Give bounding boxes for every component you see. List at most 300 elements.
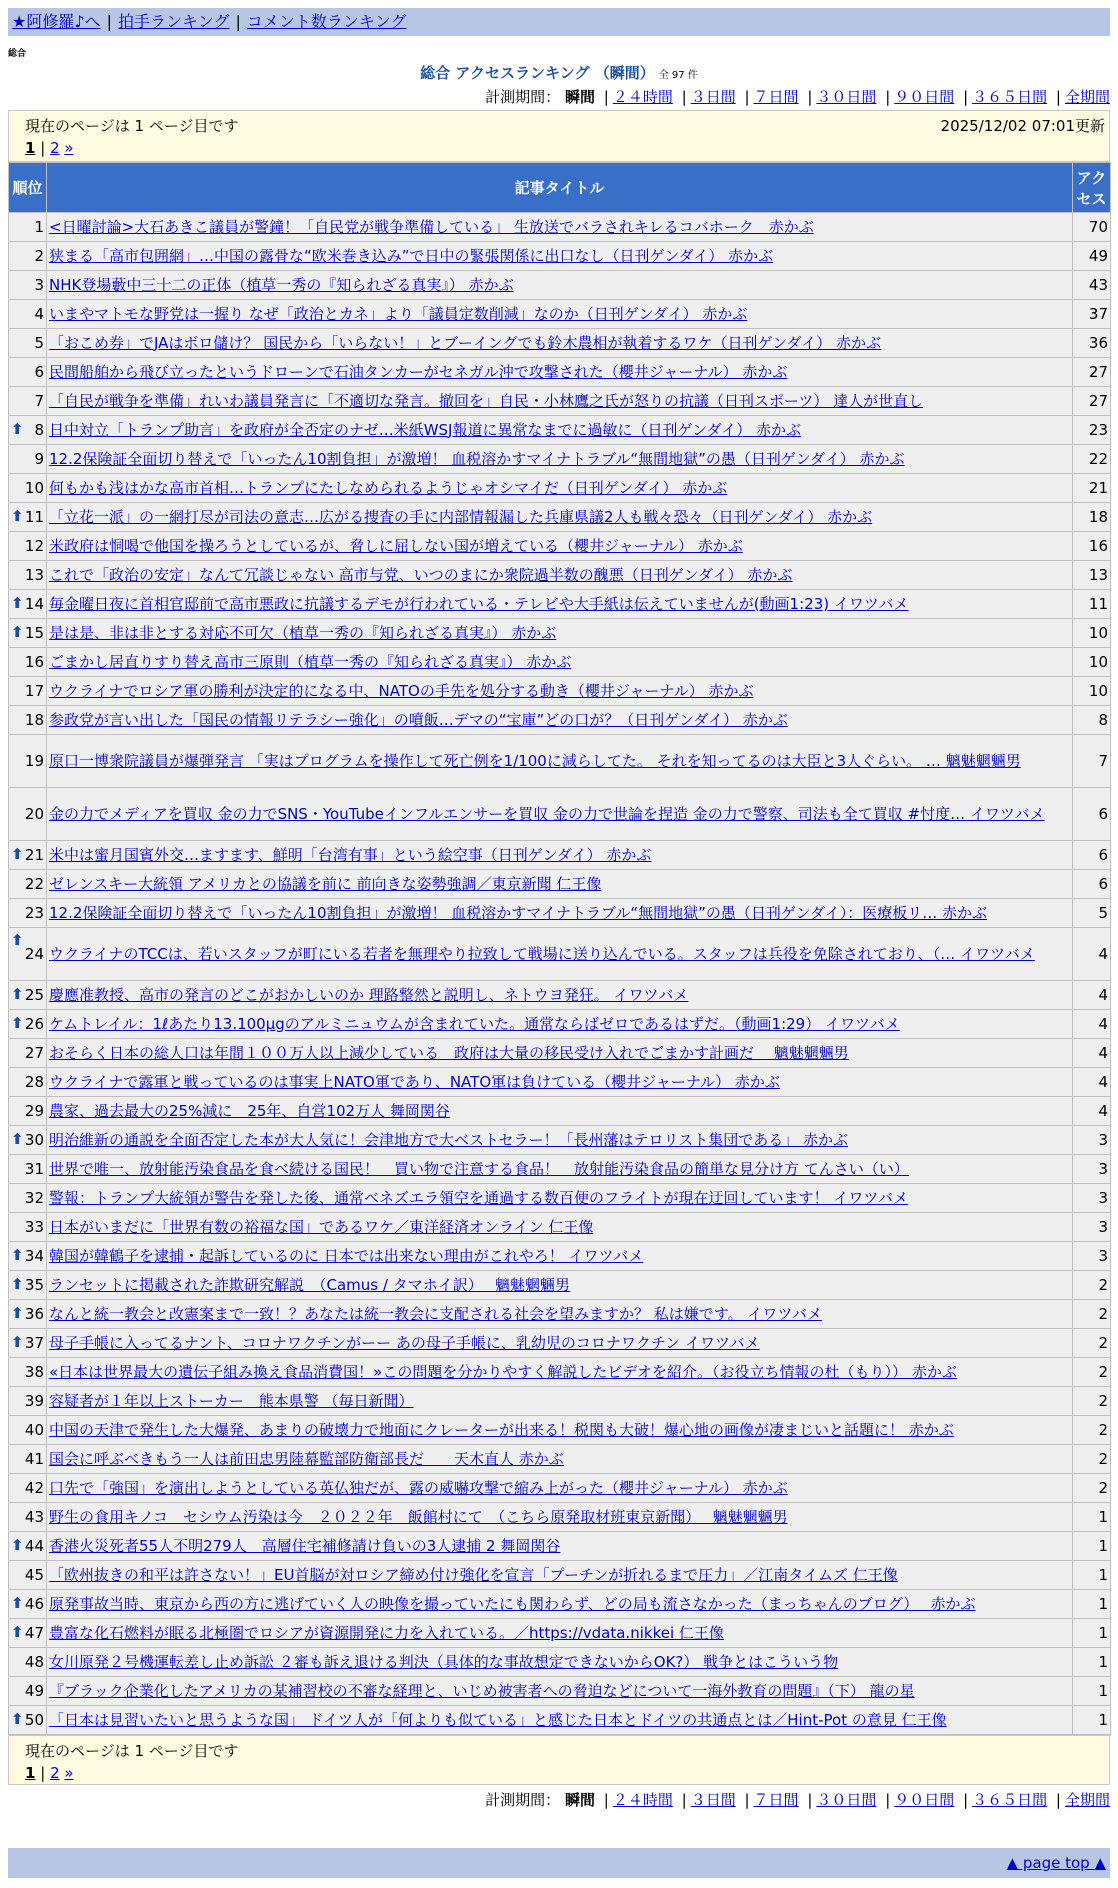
footer-bar	[8, 1848, 1110, 1878]
access-count: 1	[1073, 1590, 1111, 1619]
header-rank: 順位	[9, 163, 47, 213]
access-count: 13	[1073, 561, 1111, 590]
rank-number: 38	[24, 1362, 44, 1381]
rank-cell	[9, 358, 47, 387]
title-text: 総合 アクセスランキング （瞬間）	[420, 64, 655, 82]
article-link[interactable]: 原口一博衆院議員が爆弾発言 「実はプログラムを操作して死亡例を1/100に減らしてた。 それを知ってるのは大臣と3人ぐらい。 … 魑魅魍魎男	[49, 751, 1021, 770]
rank-number: 6	[34, 362, 44, 381]
article-link[interactable]: 野生の食用キノコ セシウム汚染は今 ２０２２年 飯館村にて （こちら原発取材班東京新聞） 魑魅魍魎男	[49, 1507, 788, 1526]
rank-up-arrow-icon: ⬆	[11, 1594, 24, 1612]
rank-cell	[9, 1590, 47, 1619]
next-page-link[interactable]: »	[64, 139, 74, 157]
article-link[interactable]: これで「政治の安定」なんて冗談じゃない 高市与党、いつのまにか衆院過半数の醜悪（日刊ゲンダイ） 赤かぶ	[49, 565, 793, 584]
title-cell	[47, 1097, 1073, 1126]
period-365d-bottom[interactable]: ３６５日間	[972, 1791, 1048, 1809]
access-count: 36	[1073, 329, 1111, 358]
rank-cell	[9, 1619, 47, 1648]
period-all[interactable]: 全期間	[1064, 88, 1110, 106]
article-link[interactable]: 「おこめ券」でJAはボロ儲け？ 国民から「いらない！」とブーイングでも鈴木農相が執着するワケ（日刊ゲンダイ） 赤かぶ	[49, 333, 882, 352]
rank-number: 22	[24, 874, 44, 893]
article-link[interactable]: 女川原発２号機運転差し止め訴訟 ２審も訴え退ける判決（具体的な事故想定できないからOK?） 戦争とはこういう物	[49, 1652, 839, 1671]
page-status-bottom: 現在のページは 1 ページ目です	[25, 1742, 239, 1760]
rank-cell	[9, 928, 47, 981]
period-365d[interactable]: ３６５日間	[972, 88, 1048, 106]
table-row	[9, 300, 1111, 329]
access-count: 70	[1073, 213, 1111, 242]
table-row	[9, 213, 1111, 242]
table-row	[9, 1213, 1111, 1242]
title-cell	[47, 1706, 1073, 1735]
article-link[interactable]: 何もかも浅はかな高市首相…トランプにたしなめられるようじゃオシマイだ（日刊ゲンダイ） 赤かぶ	[49, 478, 728, 497]
next-page-link-bottom[interactable]: »	[64, 1764, 74, 1782]
access-count: 27	[1073, 387, 1111, 416]
access-count: 4	[1073, 1097, 1111, 1126]
access-count: 1	[1073, 1532, 1111, 1561]
rank-cell	[9, 1358, 47, 1387]
rank-number: 33	[24, 1217, 44, 1236]
article-link[interactable]: 「自民が戦争を準備」れいわ議員発言に「不適切な発言。撤回を」自民・小林鷹之氏が怒りの抗議（日刊スポーツ） 達人が世直し	[49, 391, 924, 410]
table-row	[9, 590, 1111, 619]
rank-cell	[9, 1474, 47, 1503]
rank-number: 20	[24, 804, 44, 823]
table-row	[9, 1561, 1111, 1590]
article-link[interactable]: 米中は蜜月国賓外交…ますます、鮮明「台湾有事」という絵空事（日刊ゲンダイ） 赤かぶ	[49, 845, 652, 864]
rank-cell	[9, 590, 47, 619]
table-row	[9, 271, 1111, 300]
title-cell	[47, 1503, 1073, 1532]
access-count: 1	[1073, 1677, 1111, 1706]
rank-cell	[9, 735, 47, 788]
rank-number: 37	[24, 1333, 44, 1352]
access-count: 1	[1073, 1619, 1111, 1648]
rank-cell	[9, 1561, 47, 1590]
rank-cell	[9, 1126, 47, 1155]
rank-number: 26	[24, 1014, 44, 1033]
title-cell	[47, 590, 1073, 619]
category-label: 総合	[8, 49, 27, 59]
table-row	[9, 1474, 1111, 1503]
access-count: 3	[1073, 1242, 1111, 1271]
rank-number: 39	[24, 1391, 44, 1410]
title-cell	[47, 242, 1073, 271]
article-link[interactable]: 容疑者が１年以上ストーカー 熊本県警 （毎日新聞）	[49, 1391, 414, 1410]
table-row	[9, 1648, 1111, 1677]
rank-cell	[9, 1039, 47, 1068]
table-row	[9, 928, 1111, 981]
rank-up-arrow-icon: ⬆	[11, 594, 24, 612]
table-row	[9, 445, 1111, 474]
access-count: 4	[1073, 1068, 1111, 1097]
title-cell	[47, 1474, 1073, 1503]
rank-cell	[9, 1532, 47, 1561]
article-link[interactable]: なんと統一教会と改憲案まで一致！？あなたは統一教会に支配される社会を望みますか？ 私は嫌です。 イワツバメ	[49, 1304, 823, 1323]
table-row	[9, 1068, 1111, 1097]
article-link[interactable]: 香港火災死者55人不明279人 高層住宅補修請け負いの3人逮捕 2 舞岡関谷	[49, 1536, 561, 1555]
rank-cell	[9, 619, 47, 648]
article-link[interactable]: 米政府は恫喝で他国を操ろうとしているが、脅しに屈しない国が増えている（櫻井ジャーナル） 赤かぶ	[49, 536, 743, 555]
table-row	[9, 387, 1111, 416]
article-link[interactable]: 民間船舶から飛び立ったというドローンで石油タンカーがセネガル沖で攻撃された（櫻井ジャーナル） 赤かぶ	[49, 362, 788, 381]
page-2-link-bottom[interactable]: 2	[50, 1764, 60, 1782]
title-cell	[47, 445, 1073, 474]
title-cell	[47, 706, 1073, 735]
period-90d[interactable]: ９０日間	[894, 88, 955, 106]
article-link[interactable]: ゼレンスキー大統領 アメリカとの協議を前に 前向きな姿勢強調／東京新聞 仁王像	[49, 874, 602, 893]
title-cell	[47, 1155, 1073, 1184]
title-cell	[47, 981, 1073, 1010]
home-link[interactable]: ★阿修羅♪へ	[12, 12, 101, 31]
rank-up-arrow-icon: ⬆	[11, 1246, 24, 1264]
rank-cell	[9, 1184, 47, 1213]
rank-up-arrow-icon: ⬆	[11, 931, 24, 949]
article-link[interactable]: いまやマトモな野党は一握り なぜ「政治とカネ」より「議員定数削減」なのか（日刊ゲンダイ） 赤かぶ	[49, 304, 748, 323]
article-link[interactable]: 日中対立「トランプ助言」を政府が全否定のナゼ…米紙WSJ報道に異常なまでに過敏に（日刊ゲンダイ） 赤かぶ	[49, 420, 802, 439]
title-cell	[47, 1010, 1073, 1039]
article-link[interactable]: 是は是、非は非とする対応不可欠（植草一秀の『知られざる真実』） 赤かぶ	[49, 623, 557, 642]
table-row	[9, 474, 1111, 503]
rank-number: 48	[24, 1652, 44, 1671]
rank-up-arrow-icon: ⬆	[11, 1623, 24, 1641]
table-row	[9, 561, 1111, 590]
table-row	[9, 1416, 1111, 1445]
table-row	[9, 1329, 1111, 1358]
total-count: 全 97 件	[658, 70, 698, 81]
access-count: 5	[1073, 899, 1111, 928]
rank-cell	[9, 532, 47, 561]
table-row	[9, 242, 1111, 271]
rank-number: 41	[24, 1449, 44, 1468]
rank-number: 29	[24, 1101, 44, 1120]
access-count: 2	[1073, 1445, 1111, 1474]
rank-number: 11	[24, 507, 44, 526]
rank-cell	[9, 271, 47, 300]
access-count: 3	[1073, 1213, 1111, 1242]
access-count: 23	[1073, 416, 1111, 445]
rank-number: 31	[24, 1159, 44, 1178]
rank-number: 14	[24, 594, 44, 613]
applause-ranking-link[interactable]: 拍手ランキング	[117, 12, 230, 31]
rank-number: 7	[34, 391, 44, 410]
access-count: 2	[1073, 1387, 1111, 1416]
access-count: 3	[1073, 1126, 1111, 1155]
rank-number: 17	[24, 681, 44, 700]
period-24h[interactable]: ２４時間	[612, 88, 673, 106]
article-link[interactable]: 「日本は見習いたいと思うような国」 ドイツ人が「何よりも似ている」と感じた日本とドイツの共通点とは／Hint-Pot の意見 仁王像	[49, 1710, 947, 1729]
table-row	[9, 788, 1111, 841]
rank-cell	[9, 1503, 47, 1532]
table-row	[9, 1300, 1111, 1329]
title-cell	[47, 1126, 1073, 1155]
title-cell	[47, 899, 1073, 928]
rank-cell	[9, 1677, 47, 1706]
rank-cell	[9, 503, 47, 532]
rank-cell	[9, 1155, 47, 1184]
rank-number: 3	[34, 275, 44, 294]
rank-cell	[9, 870, 47, 899]
access-count: 2	[1073, 1474, 1111, 1503]
rank-cell	[9, 1300, 47, 1329]
table-row	[9, 532, 1111, 561]
article-link[interactable]: 豊富な化石燃料が眠る北極圏でロシアが資源開発に力を入れている。／https://vdata.nikkei 仁王像	[49, 1623, 724, 1642]
title-cell	[47, 1039, 1073, 1068]
article-link[interactable]: おそらく日本の総人口は年間１００万人以上減少している 政府は大量の移民受け入れでごまかす計画だ 魑魅魍魎男	[49, 1043, 849, 1062]
title-cell	[47, 1271, 1073, 1300]
table-row	[9, 1677, 1111, 1706]
rank-cell	[9, 561, 47, 590]
table-row	[9, 1590, 1111, 1619]
rank-up-arrow-icon: ⬆	[11, 1275, 24, 1293]
article-link[interactable]: 日本がいまだに「世界有数の裕福な国」であるワケ／東洋経済オンライン 仁王像	[49, 1217, 594, 1236]
access-count: 16	[1073, 532, 1111, 561]
table-row	[9, 1503, 1111, 1532]
article-link[interactable]: 韓国が韓鶴子を逮捕・起訴しているのに 日本では出来ない理由がこれやろ！ イワツバメ	[49, 1246, 644, 1265]
rank-up-arrow-icon: ⬆	[11, 623, 24, 641]
rank-cell	[9, 1010, 47, 1039]
period-all-bottom[interactable]: 全期間	[1064, 1791, 1110, 1809]
access-count: 4	[1073, 1010, 1111, 1039]
rank-up-arrow-icon: ⬆	[11, 845, 24, 863]
title-cell	[47, 788, 1073, 841]
table-row	[9, 735, 1111, 788]
article-link[interactable]: 毎金曜日夜に首相官邸前で高市悪政に抗議するデモが行われている・テレビや大手紙は伝えていませんが(動画1:23) イワツバメ	[49, 594, 909, 613]
page-top-link[interactable]: ▲ page top ▲	[1006, 1854, 1106, 1872]
rank-number: 5	[34, 333, 44, 352]
title-cell	[47, 677, 1073, 706]
table-row	[9, 1271, 1111, 1300]
rank-number: 32	[24, 1188, 44, 1207]
table-row	[9, 706, 1111, 735]
rank-number: 13	[24, 565, 44, 584]
table-row	[9, 1242, 1111, 1271]
rank-number: 9	[34, 449, 44, 468]
page-title	[0, 62, 1118, 83]
access-count: 7	[1073, 735, 1111, 788]
rank-cell	[9, 788, 47, 841]
table-row	[9, 1010, 1111, 1039]
article-link[interactable]: 12.2保険証全面切り替えで「いったん10割負担」が激増！ 血税溶かすマイナトラブル“無間地獄”の愚（日刊ゲンダイ）：医療板リ… 赤かぶ	[49, 903, 987, 922]
table-row	[9, 1358, 1111, 1387]
article-link[interactable]: 国会に呼ぶべきもう一人は前田忠男陸幕監部防衛部長だ 天木直人 赤かぶ	[49, 1449, 564, 1468]
access-count: 10	[1073, 677, 1111, 706]
header-title: 記事タイトル	[47, 163, 1073, 213]
article-link[interactable]: 農家、過去最大の25%減に 25年、自営102万人 舞岡関谷	[49, 1101, 450, 1120]
page-2-link[interactable]: 2	[50, 139, 60, 157]
period-current: 瞬間	[564, 88, 595, 106]
page-status: 現在のページは 1 ページ目です	[25, 117, 239, 135]
article-link[interactable]: ウクライナのTCCは、若いスタッフが町にいる若者を無理やり拉致して戦場に送り込んでいる。スタッフは兵役を免除されており、（… イワツバメ	[49, 944, 1035, 963]
page-1-link-bottom[interactable]: 1	[25, 1764, 36, 1782]
access-count: 43	[1073, 271, 1111, 300]
article-link[interactable]: 狭まる「高市包囲網」…中国の露骨な“欧米巻き込み”で日中の緊張関係に出口なし（日刊ゲンダイ） 赤かぶ	[49, 246, 774, 265]
table-row	[9, 648, 1111, 677]
period-3d[interactable]: ３日間	[690, 88, 736, 106]
table-row	[9, 358, 1111, 387]
rank-cell	[9, 981, 47, 1010]
access-count: 10	[1073, 619, 1111, 648]
rank-up-arrow-icon: ⬆	[11, 1130, 24, 1148]
article-link[interactable]: 世界で唯一、放射能汚染食品を食べ続ける国民！ 買い物で注意する食品！ 放射能汚染食品の簡単な見分け方 てんさい（い）	[49, 1159, 909, 1178]
rank-cell	[9, 1213, 47, 1242]
access-count: 1	[1073, 1648, 1111, 1677]
article-link[interactable]: ごまかし居直りすり替え高市三原則（植草一秀の『知られざる真実』） 赤かぶ	[49, 652, 572, 671]
rank-cell	[9, 1097, 47, 1126]
title-cell	[47, 213, 1073, 242]
article-link[interactable]: 「欧州抜きの和平は許さない！」EU首脳が対ロシア締め付け強化を宣言「プーチンが折れるまで圧力」／江南タイムズ 仁王像	[49, 1565, 898, 1584]
title-cell	[47, 1648, 1073, 1677]
access-count: 1	[1073, 1561, 1111, 1590]
title-cell	[47, 1213, 1073, 1242]
ranking-table	[8, 162, 1111, 1735]
title-cell	[47, 1387, 1073, 1416]
rank-number: 15	[24, 623, 44, 642]
access-count: 11	[1073, 590, 1111, 619]
period-90d-bottom[interactable]: ９０日間	[894, 1791, 955, 1809]
article-link[interactable]: 母子手帳に入ってるナント、コロナワクチンがーー あの母子手帳に、乳幼児のコロナワクチン イワツバメ	[49, 1333, 760, 1352]
page-info-panel-bottom	[8, 1735, 1110, 1785]
title-cell	[47, 928, 1073, 981]
rank-cell	[9, 677, 47, 706]
rank-cell	[9, 1068, 47, 1097]
article-link[interactable]: NHK登場藪中三十二の正体（植草一秀の『知られざる真実』） 赤かぶ	[49, 275, 514, 294]
article-link[interactable]: ウクライナでロシア軍の勝利が決定的になる中、NATOの手先を処分する動き（櫻井ジャーナル） 赤かぶ	[49, 681, 754, 700]
rank-cell	[9, 1271, 47, 1300]
access-count: 18	[1073, 503, 1111, 532]
rank-number: 8	[34, 420, 44, 439]
article-link[interactable]: 原発事故当時、東京から西の方に逃げていく人の映像を撮っていたにも関わらず、どの局も流さなかった（まっちゃんのブログ） 赤かぶ	[49, 1594, 976, 1613]
access-count: 6	[1073, 788, 1111, 841]
period-30d[interactable]: ３０日間	[816, 88, 877, 106]
page-1-link[interactable]: 1	[25, 139, 36, 157]
rank-cell	[9, 1648, 47, 1677]
table-row	[9, 677, 1111, 706]
rank-number: 46	[24, 1594, 44, 1613]
rank-number: 10	[24, 478, 44, 497]
period-7d[interactable]: ７日間	[753, 88, 799, 106]
article-link[interactable]: 慶應准教授、高市の発言のどこがおかしいのか 理路整然と説明し、ネトウヨ発狂。 イワツバメ	[49, 985, 689, 1004]
table-row	[9, 1619, 1111, 1648]
title-cell	[47, 648, 1073, 677]
article-link[interactable]: 口先で「強国」を演出しようとしている英仏独だが、露の威嚇攻撃で縮み上がった（櫻井ジャーナル） 赤かぶ	[49, 1478, 788, 1497]
article-link[interactable]: «日本は世界最大の遺伝子組み換え食品消費国！»この問題を分かりやすく解説したビデオを紹介。（お役立ち情報の杜（もり）） 赤かぶ	[49, 1362, 957, 1381]
rank-number: 27	[24, 1043, 44, 1062]
title-cell	[47, 416, 1073, 445]
rank-up-arrow-icon: ⬆	[11, 985, 24, 1003]
rank-up-arrow-icon: ⬆	[11, 420, 24, 438]
table-row	[9, 416, 1111, 445]
rank-up-arrow-icon: ⬆	[11, 1536, 24, 1554]
rank-up-arrow-icon: ⬆	[11, 507, 24, 525]
title-cell	[47, 1242, 1073, 1271]
access-count: 4	[1073, 928, 1111, 981]
rank-number: 35	[24, 1275, 44, 1294]
rank-number: 16	[24, 652, 44, 671]
access-count: 10	[1073, 648, 1111, 677]
rank-number: 12	[24, 536, 44, 555]
rank-cell	[9, 474, 47, 503]
article-link[interactable]: <日曜討論>大石あきこ議員が警鐘！「自民党が戦争準備している」 生放送でバラされキレるコバホーク 赤かぶ	[49, 217, 814, 236]
title-cell	[47, 1532, 1073, 1561]
title-cell	[47, 532, 1073, 561]
rank-cell	[9, 648, 47, 677]
table-row	[9, 1155, 1111, 1184]
access-count: 49	[1073, 242, 1111, 271]
article-link[interactable]: 中国の天津で発生した大爆発、あまりの破壊力で地面にクレーターが出来る！税関も大破！爆心地の画像が凄まじいと話題に！ 赤かぶ	[49, 1420, 954, 1439]
rank-number: 1	[34, 217, 44, 236]
article-link[interactable]: 警報：トランプ大統領が警告を発した後、通常ベネズエラ領空を通過する数百便のフライトが現在迂回しています！ イワツバメ	[49, 1188, 909, 1207]
access-count: 2	[1073, 1358, 1111, 1387]
article-link[interactable]: 参政党が言い出した「国民の情報リテラシー強化」の噴飯…デマの“宝庫”どの口が？（日刊ゲンダイ） 赤かぶ	[49, 710, 788, 729]
table-row	[9, 329, 1111, 358]
title-cell	[47, 1068, 1073, 1097]
rank-number: 4	[34, 304, 44, 323]
article-link[interactable]: ランセットに掲載された詐欺研究解説 （Camus / タマホイ訳） 魑魅魍魎男	[49, 1275, 570, 1294]
rank-number: 18	[24, 710, 44, 729]
period-30d-bottom[interactable]: ３０日間	[816, 1791, 877, 1809]
pager-bottom: 1 | 2 »	[25, 1764, 74, 1782]
access-count: 3	[1073, 1184, 1111, 1213]
access-count: 2	[1073, 1329, 1111, 1358]
article-link[interactable]: ケムトレイル：1ℓあたり13.100μgのアルミニュウムが含まれていた。通常ならばゼロであるはずだ。（動画1:29） イワツバメ	[49, 1014, 900, 1033]
rank-number: 2	[34, 246, 44, 265]
title-cell	[47, 561, 1073, 590]
article-link[interactable]: ウクライナで露軍と戦っているのは事実上NATO軍であり、NATO軍は負けている（櫻井ジャーナル） 赤かぶ	[49, 1072, 780, 1091]
period-7d-bottom[interactable]: ７日間	[753, 1791, 799, 1809]
article-link[interactable]: 「立花一派」の一網打尽が司法の意志…広がる捜査の手に内部情報漏した兵庫県議2人も戦々恐々（日刊ゲンダイ） 赤かぶ	[49, 507, 873, 526]
rank-number: 24	[24, 944, 44, 963]
rank-cell	[9, 416, 47, 445]
article-link[interactable]: 明治維新の通説を全面否定した本が大人気に！会津地方で大ベストセラー！「長州藩はテロリスト集団である」 赤かぶ	[49, 1130, 849, 1149]
access-count: 2	[1073, 1271, 1111, 1300]
updated-time: 2025/12/02 07:01更新	[940, 117, 1105, 135]
table-row	[9, 841, 1111, 870]
title-cell	[47, 1590, 1073, 1619]
access-count: 27	[1073, 358, 1111, 387]
access-count: 37	[1073, 300, 1111, 329]
rank-cell	[9, 1242, 47, 1271]
article-link[interactable]: 金の力でメディアを買収 金の力でSNS・YouTubeインフルエンサーを買収 金の力で世論を捏造 金の力で警察、司法も全て買収 #忖度… イワツバメ	[49, 804, 1045, 823]
period-24h-bottom[interactable]: ２４時間	[612, 1791, 673, 1809]
title-cell	[47, 619, 1073, 648]
access-count: 4	[1073, 1039, 1111, 1068]
period-3d-bottom[interactable]: ３日間	[690, 1791, 736, 1809]
rank-number: 40	[24, 1420, 44, 1439]
access-count: 21	[1073, 474, 1111, 503]
rank-cell	[9, 300, 47, 329]
title-cell	[47, 1300, 1073, 1329]
title-cell	[47, 1677, 1073, 1706]
rank-number: 25	[24, 985, 44, 1004]
period-selector-top: 計測期間： 瞬間 | ２４時間 | ３日間 | ７日間 | ３０日間 | ９０日間 | ３６５日間 | 全期間	[485, 88, 1110, 106]
title-cell	[47, 329, 1073, 358]
header-access: アクセス	[1073, 163, 1111, 213]
title-cell	[47, 271, 1073, 300]
comment-ranking-link[interactable]: コメント数ランキング	[246, 12, 407, 31]
table-row	[9, 899, 1111, 928]
table-row	[9, 1532, 1111, 1561]
access-count: 6	[1073, 841, 1111, 870]
rank-cell	[9, 242, 47, 271]
article-link[interactable]: 『ブラック企業化したアメリカの某補習校の不審な経理と、いじめ被害者への脅迫などについて一海外教育の問題』（下） 龍の星	[49, 1681, 915, 1700]
rank-cell	[9, 1416, 47, 1445]
article-link[interactable]: 12.2保険証全面切り替えで「いったん10割負担」が激増！ 血税溶かすマイナトラブル“無間地獄”の愚（日刊ゲンダイ） 赤かぶ	[49, 449, 905, 468]
title-cell	[47, 841, 1073, 870]
pager-top: 1 | 2 »	[25, 139, 74, 157]
rank-up-arrow-icon: ⬆	[11, 1333, 24, 1351]
table-row	[9, 1445, 1111, 1474]
access-count: 8	[1073, 706, 1111, 735]
rank-cell	[9, 445, 47, 474]
rank-cell	[9, 387, 47, 416]
